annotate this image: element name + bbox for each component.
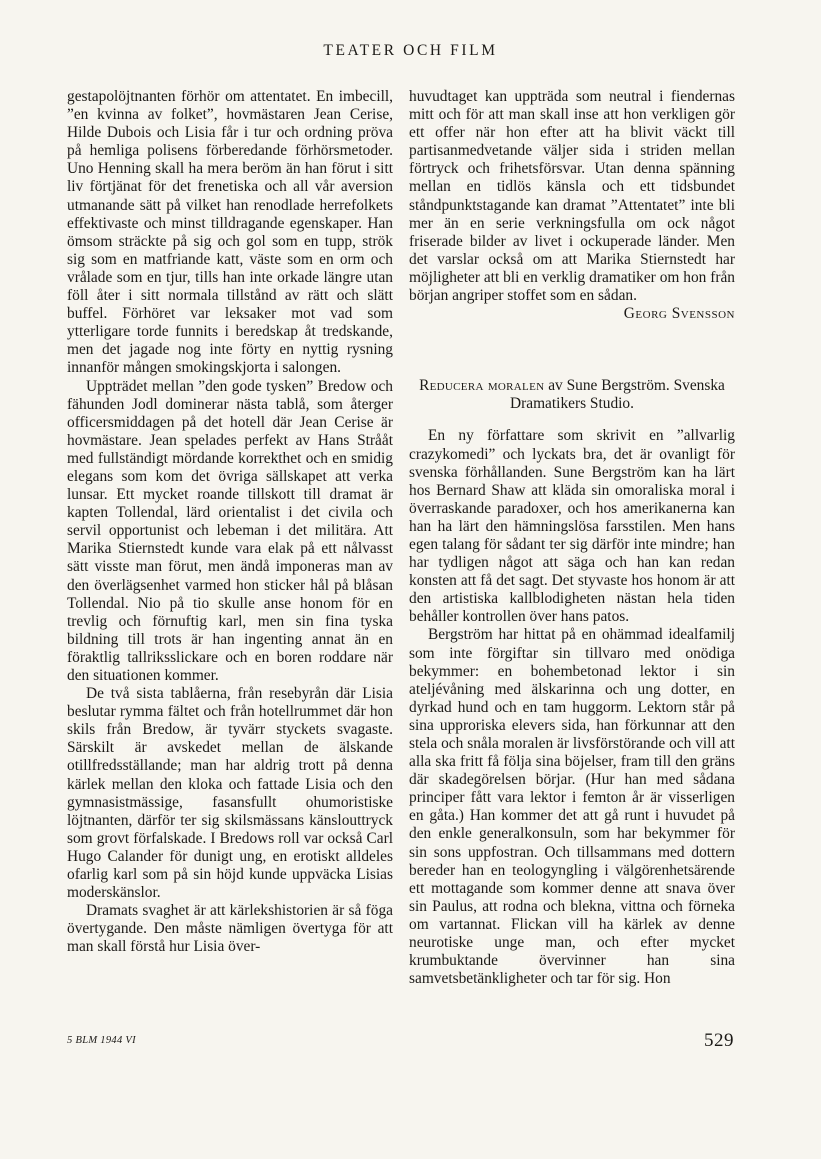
page-header: TEATER OCH FILM [323, 42, 498, 59]
paragraph: En ny författare som skrivit en ”allvarlig crazykomedi” och lyckats bra, det är ovanligt för svenska förhållanden. Sune Bergström kan ha lärt hos Bernard Shaw att kläda sin omoraliska moral i överraskande paradoxer, och hos amerikanerna kan han ha lärt den hämningslösa farsstilen. Men hans egen talang för sådant ter sig därför inte mindre; han har tydligen något att säga och han kan redan konsten att få det sagt. Det styvaste hos honom är att den artistiska kallblodigheten nästan hela tiden behåller kontrollen över hans patos. [409, 427, 735, 626]
right-column [409, 88, 735, 988]
left-column [67, 88, 393, 957]
paragraph: Dramats svaghet är att kärlekshistorien är så föga övertygande. Den måste nämligen övertyga för att man skall förstå hur Lisia över- [67, 902, 393, 956]
author-signature: Georg Svensson [623, 305, 735, 323]
paragraph: huvudtaget kan uppträda som neutral i fiendernas mitt och för att man skall inse att hon verkligen gör ett offer när hon efter att ha blivit väckt till partisanmedvetande väljer sida i striden mellan förtryck och frihetsförsvar. Utan denna spänning mellan en tidlös känsla och ett tidsbundet ståndpunktstagande kan dramat ”Attentatet” inte bli mer än en serie verkningsfulla om ock något friserade bilder av livet i ockuperade länder. Men det varslar också om att Marika Stiernstedt har möjligheter att bli en verklig dramatiker om hon från början angriper stoffet som en sådan. [409, 88, 735, 305]
review-heading [409, 377, 735, 413]
paragraph: De två sista tablåerna, från resebyrån där Lisia beslutar rymma fältet och från hotellrummet där hon skils från Bredow, är tyvärr styckets svagaste. Särskilt är avskedet mellan de älskande otillfredsställande; man har aldrig trott på denna kärlek mellan den kloka och fattade Lisia och den gymnasistmässige, fasansfullt ohumoristiske löjtnanten, därför ter sig skilsmässans känslouttryck som grovt förfalskade. I Bredows roll var också Carl Hugo Calander för dunigt ung, en erotiskt alldeles ofarlig karl som på sin höjd kunde uppväcka Lisias moderskänslor. [67, 685, 393, 902]
page-number: 529 [704, 1030, 734, 1051]
paragraph: Uppträdet mellan ”den gode tysken” Bredow och fähunden Jodl dominerar nästa tablå, som återger officersmiddagen på det hotell där Jean Cerise är hovmästare. Jean spelades perfekt av Hans Strååt med fullständigt mördande korrekthet och en smidig elegans som kom det övriga sällskapet att verka lunsar. Ett mycket roande tillskott till dramat är kapten Tollendal, lärd orientalist i det civila och servil opportunist och lebeman i det militära. Att Marika Stiernstedt kunde vara elak på ett nålvasst sätt visste man förut, men ändå imponeras man av den överlägsenhet varmed hon sticker hål på blåsan Tollendal. Nio på tio skulle anse honom för en trevlig och förnuftig karl, men sin fina tyska bildning till trots är han ingenting annat än en föraktlig tallriksslickare och en boren roddare när den situationen kommer. [67, 377, 393, 684]
review-title-smallcaps: Reducera moralen [419, 377, 545, 395]
paragraph: gestapolöjtnanten förhör om attentatet. En imbecill, ”en kvinna av folket”, hovmästaren Jean Cerise, Hilde Dubois och Lisia får i tur och ordning pröva på hemliga polisens förberedande förhörsmetoder. Uno Henning skall ha mera beröm än han förut i sitt liv förtjänat för det frenetiska och all vår aversion utmanande sätt på vilket han renodlade herrefolkets effektivaste och minst tilldragande egenskaper. Han ömsom sträckte på sig och gol som en tupp, strök sig som en matfriande katt, väste som en orm och vrålade som en tjur, tills han inte orkade längre utan föll åter i sitt normala tillstånd av rätt och slätt buffel. Förhöret var leksaker mot vad som ytterligare torde funnits i beredskap åt tredskande, men det jagade nog inte förty en nyttig rysning innanför mången smokingskjorta i salongen. [67, 88, 393, 377]
footer-signature-mark: 5 BLM 1944 VI [67, 1035, 136, 1046]
paragraph: Bergström har hittat på en ohämmad idealfamilj som inte förgiftar sin tillvaro med onödiga bekymmer: en bohembetonad lektor i sin ateljévåning med älskarinna och ung dotter, en dyrkad hund och en tam huggorm. Lektorn står på sina upproriska elevers sida, han förkunnar att den stela och snåla moralen är livsförstörande och vill att alla ska fritt få följa sina böjelser, fram till den gräns där skadegörelsen börjar. (Hur han med sådana principer fått vara lektor i femton år är visserligen en gåta.) Han kommer det att gå runt i huvudet på den enkle generalkonsuln, som har bekymmer för sin sons uppfostran. Och tillsammans med dottern bereder han en teologyngling i välgörenhetsärende ett mottagande som kommer denne att snava över sin Paulus, att rodna och blekna, vittna och förneka om vartannat. Flickan vill ha kärlek av denne neurotiske unge man, och efter mycket krumbuktande övervinner han sina samvetsbetänkligheter och tar för sig. Hon [409, 626, 735, 988]
review-title-rest: av Sune Bergström. Svenska Dramatikers Studio. [510, 377, 725, 413]
